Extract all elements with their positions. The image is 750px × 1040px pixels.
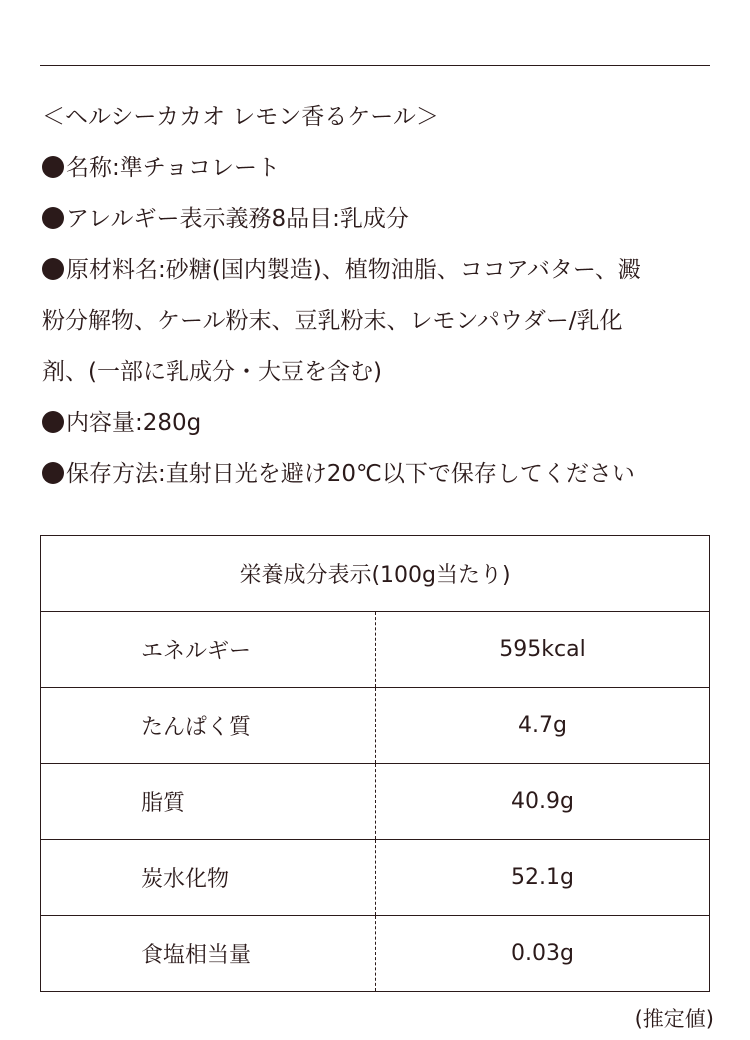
nutrient-value: 52.1g <box>376 840 710 916</box>
product-info <box>42 92 714 500</box>
product-title: ＜ヘルシーカカオ レモン香るケール＞ <box>42 104 439 130</box>
ingredients-line-1 <box>42 245 714 296</box>
bullet-icon <box>42 258 64 280</box>
bullet-icon <box>42 411 64 433</box>
nutrition-table <box>40 535 710 992</box>
name-text: 名称:準チョコレート <box>66 155 281 181</box>
ingredients-line-3: 剤、(一部に乳成分・大豆を含む) <box>42 359 382 385</box>
table-row <box>41 688 710 764</box>
nutrient-value: 0.03g <box>376 916 710 992</box>
bullet-icon <box>42 207 64 229</box>
ingredients-text-1: 原材料名:砂糖(国内製造)、植物油脂、ココアバター、澱 <box>66 257 641 283</box>
estimate-note: (推定値) <box>634 1007 714 1031</box>
nutrient-label: 脂質 <box>41 764 376 840</box>
nutrition-header: 栄養成分表示(100g当たり) <box>41 536 710 612</box>
bullet-icon <box>42 462 64 484</box>
nutrition-header-row <box>41 536 710 612</box>
storage-line <box>42 449 714 500</box>
nutrient-label: 食塩相当量 <box>41 916 376 992</box>
nutrient-label: エネルギー <box>41 612 376 688</box>
table-row <box>41 840 710 916</box>
nutrient-value: 40.9g <box>376 764 710 840</box>
table-row <box>41 764 710 840</box>
nutrient-value: 595kcal <box>376 612 710 688</box>
storage-text: 保存方法:直射日光を避け20℃以下で保存してください <box>66 461 635 487</box>
ingredients-line-2: 粉分解物、ケール粉末、豆乳粉末、レモンパウダー/乳化 <box>42 308 623 334</box>
volume-text: 内容量:280g <box>66 410 202 436</box>
bullet-icon <box>42 156 64 178</box>
name-line <box>42 143 714 194</box>
nutrient-value: 4.7g <box>376 688 710 764</box>
table-row <box>41 916 710 992</box>
allergen-text: アレルギー表示義務8品目:乳成分 <box>66 206 409 232</box>
nutrient-label: 炭水化物 <box>41 840 376 916</box>
table-row <box>41 612 710 688</box>
allergen-line <box>42 194 714 245</box>
nutrient-label: たんぱく質 <box>41 688 376 764</box>
volume-line <box>42 398 714 449</box>
top-divider <box>40 65 710 66</box>
